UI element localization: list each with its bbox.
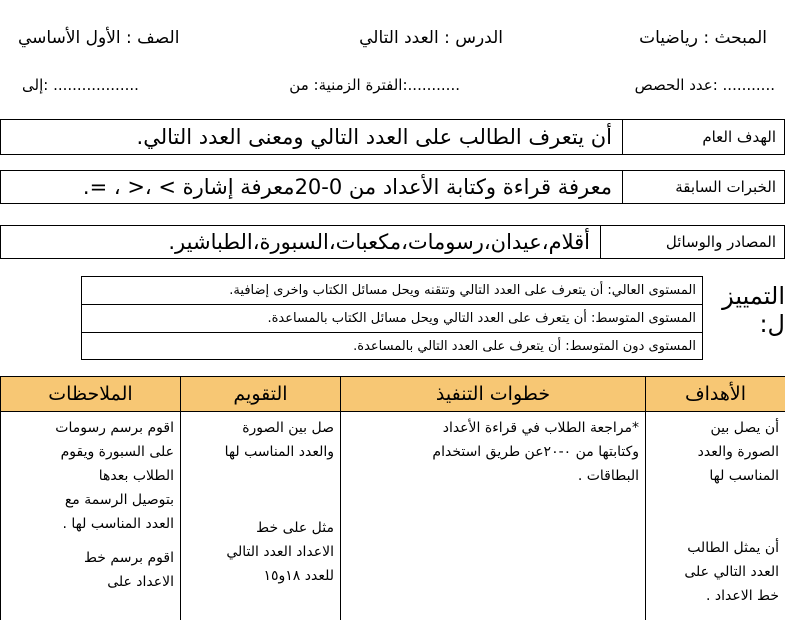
time-to-label: إلى: ..................: [22, 76, 139, 94]
goal-item: أن يصل بين الصورة والعدد المناسب لها: [652, 416, 779, 488]
prior-row: [0, 170, 785, 204]
differentiation-row-high: المستوى العالي: أن يتعرف على العدد التالي وتتقنه ويحل مسائل الكتاب واخرى إضافية.: [82, 277, 702, 305]
differentiation-rows: [81, 276, 703, 360]
notes-cell: [1, 412, 181, 620]
general-goal-label: الهدف العام: [622, 120, 784, 154]
prior-value: معرفة قراءة وكتابة الأعداد من 0-20معرفة إشارة > ،< ، =.: [73, 171, 622, 203]
resources-value: أقلام،عيدان،رسومات،مكعبات،السبورة،الطباشير.: [158, 226, 600, 258]
goals-header: الأهداف: [646, 377, 785, 412]
goals-cell: [646, 412, 785, 620]
evaluation-header: التقويم: [181, 377, 341, 412]
steps-header: خطوات التنفيذ: [341, 377, 646, 412]
steps-cell: [341, 412, 646, 620]
lesson-label: الدرس : العدد التالي: [359, 28, 503, 48]
resources-row: [0, 225, 785, 259]
evaluation-item: صل بين الصورة والعدد المناسب لها: [187, 416, 334, 464]
notes-header: الملاحظات: [1, 377, 181, 412]
evaluation-item: مثل على خط الاعداد العدد التالي للعدد ١٨و١٥: [187, 516, 334, 588]
evaluation-cell: [181, 412, 341, 620]
differentiation-block: [38, 276, 785, 360]
general-goal-row: [0, 119, 785, 155]
prior-label: الخبرات السابقة: [622, 171, 784, 203]
note-item: اقوم برسم رسومات على السبورة ويقوم الطلاب بعدها بتوصيل الرسمة مع العدد المناسب لها .: [7, 416, 174, 536]
time-from-label: الفترة الزمنية: من:...........: [289, 76, 460, 94]
differentiation-row-low: المستوى دون المتوسط: أن يتعرف على العدد التالي بالمساعدة.: [82, 333, 702, 360]
subject-label: المبحث : رياضيات: [639, 28, 767, 48]
resources-label: المصادر والوسائل: [600, 226, 784, 258]
general-goal-value: أن يتعرف الطالب على العدد التالي ومعنى العدد التالي.: [127, 120, 622, 154]
differentiation-label: التمييز ل:: [703, 276, 785, 360]
goal-item: أن يمثل الطالب العدد التالي على خط الاعداد .: [652, 536, 779, 608]
differentiation-row-mid: المستوى المتوسط: أن يتعرف على العدد التالي ويحل مسائل الكتاب بالمساعدة.: [82, 305, 702, 333]
note-item: اقوم برسم خط الاعداد على: [7, 546, 174, 594]
step-item: *مراجعة الطلاب في قراءة الأعداد وكتابتها من ٠-٢٠عن طريق استخدام البطاقات .: [347, 416, 639, 488]
grade-label: الصف : الأول الأساسي: [18, 28, 179, 48]
lesson-plan-table: [0, 376, 785, 620]
periods-label: عدد الحصص: ...........: [635, 76, 775, 94]
